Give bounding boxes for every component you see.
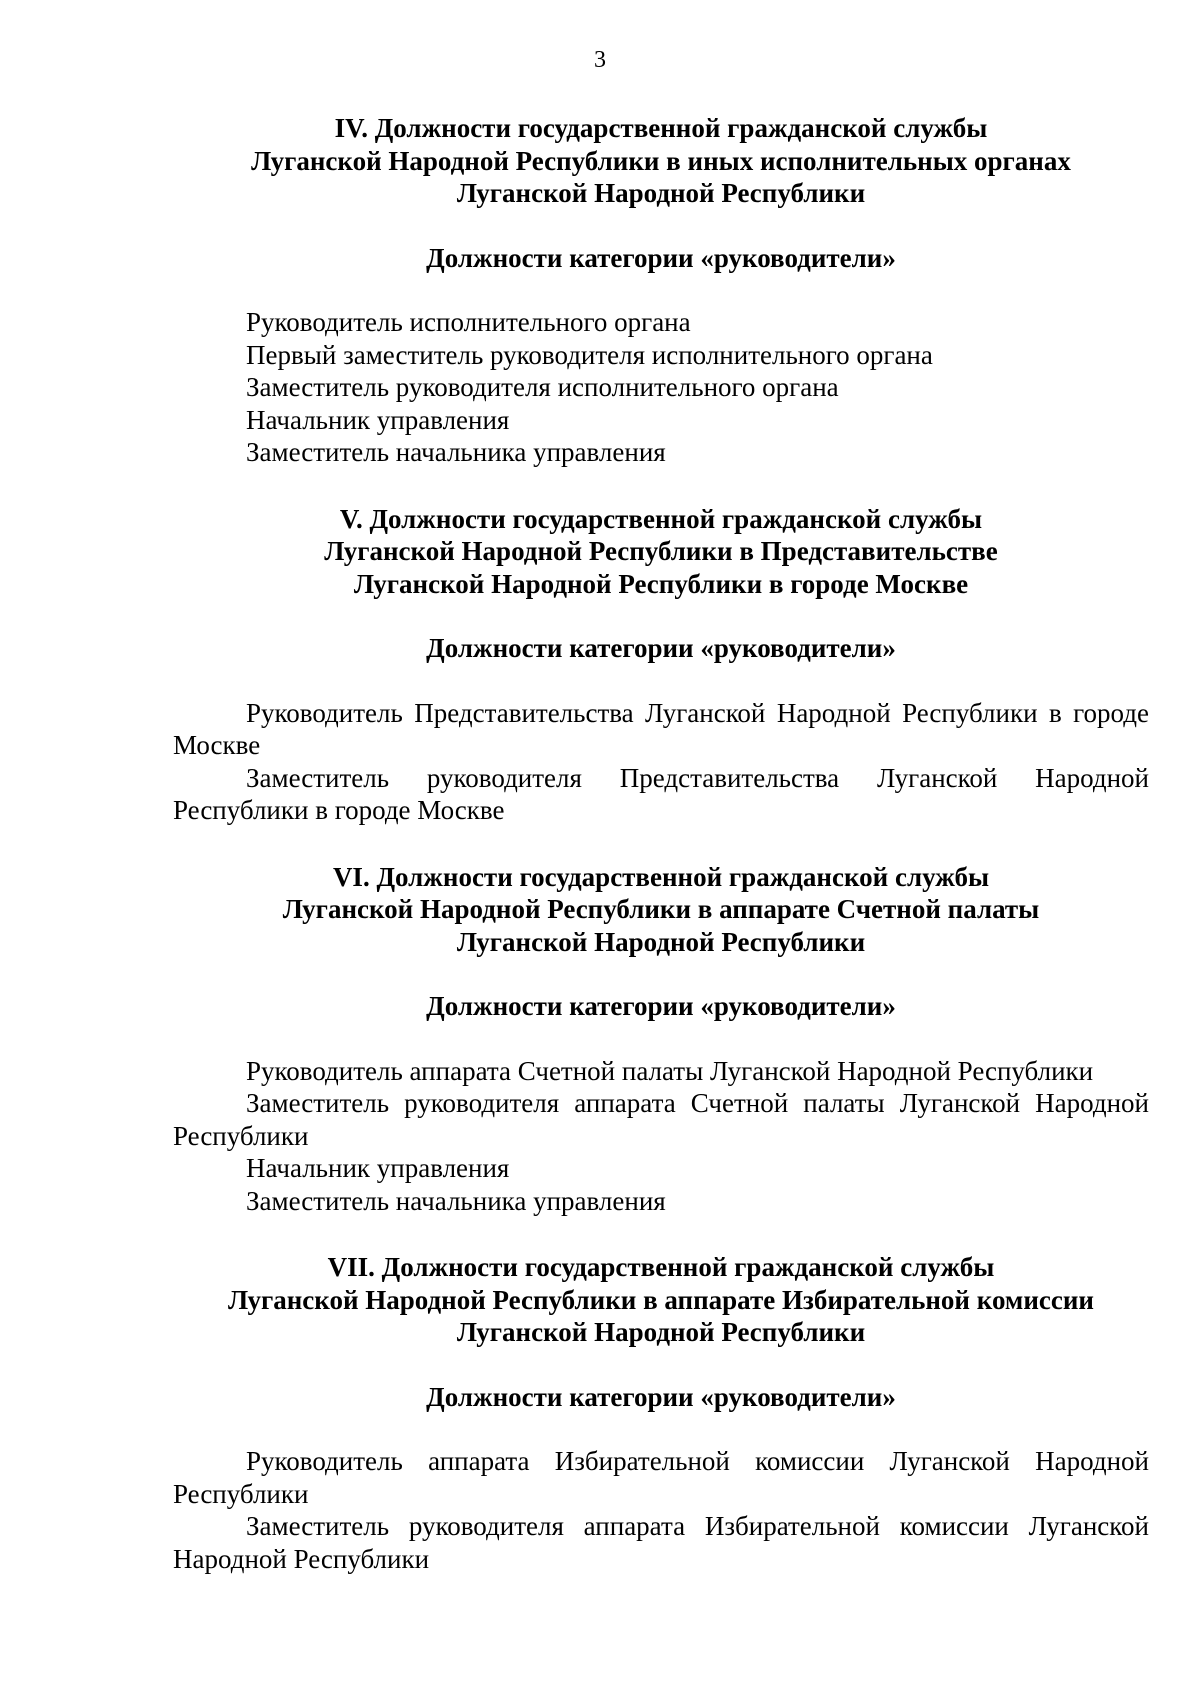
position-item: Руководитель аппарата Избирательной комиссии Луганской Народной Республики — [173, 1446, 1149, 1509]
section-title — [173, 112, 1149, 210]
positions-list — [173, 1445, 1149, 1575]
category-heading: Должности категории «руководители» — [426, 1381, 896, 1412]
position-item: Первый заместитель руководителя исполнительного органа — [246, 339, 933, 370]
category-heading: Должности категории «руководители» — [426, 991, 896, 1021]
section-title — [173, 861, 1149, 959]
position-item: Заместитель руководителя исполнительного органа — [246, 372, 839, 402]
section-v — [173, 503, 1149, 827]
positions-list — [173, 697, 1149, 827]
section-title-line: VI. Должности государственной гражданской службы — [332, 861, 990, 892]
section-title-line: Луганской Народной Республики в аппарате Счетной палаты — [282, 894, 1040, 924]
positions-list — [173, 1055, 1149, 1218]
page-number: 3 — [594, 47, 606, 73]
position-item: Руководитель аппарата Счетной палаты Луганской Народной Республики — [246, 1055, 1094, 1086]
section-vii — [173, 1251, 1149, 1575]
position-item: Заместитель руководителя аппарата Счетной палаты Луганской Народной Республики — [173, 1088, 1149, 1151]
section-iv — [173, 112, 1149, 469]
position-item: Начальник управления — [246, 1153, 510, 1183]
section-title-line: V. Должности государственной гражданской службы — [339, 503, 983, 534]
position-item: Заместитель начальника управления — [246, 1185, 666, 1216]
position-item: Руководитель Представительства Луганской Народной Республики в городе Москве — [173, 697, 1149, 760]
document-content — [173, 112, 1149, 1575]
section-title-line: Луганской Народной Республики в Представительстве — [324, 536, 998, 566]
section-title-line: Луганской Народной Республики в городе Москве — [353, 568, 969, 599]
section-title-line: Луганской Народной Республики — [456, 926, 866, 957]
section-title-line: Луганской Народной Республики в иных исполнительных органах — [251, 145, 1071, 176]
position-item: Заместитель начальника управления — [246, 437, 666, 467]
position-item: Начальник управления — [246, 404, 510, 435]
section-title-line: Луганской Народной Республики — [456, 1317, 866, 1347]
category-heading: Должности категории «руководители» — [426, 633, 896, 663]
section-title — [173, 1251, 1149, 1349]
section-title-line: Луганской Народной Республики — [456, 178, 866, 208]
section-title — [173, 503, 1149, 601]
position-item: Заместитель руководителя Представительства Луганской Народной Республики в городе Москве — [173, 762, 1149, 825]
section-title-line: Луганской Народной Республики в аппарате Избирательной комиссии — [228, 1284, 1094, 1315]
position-item: Заместитель руководителя аппарата Избирательной комиссии Луганской Народной Республики — [173, 1511, 1149, 1574]
section-vi — [173, 861, 1149, 1218]
section-title-line: IV. Должности государственной гражданской службы — [334, 113, 988, 143]
position-item: Руководитель исполнительного органа — [246, 307, 691, 337]
category-heading: Должности категории «руководители» — [426, 242, 896, 273]
section-title-line: VII. Должности государственной гражданской службы — [327, 1252, 995, 1282]
positions-list — [173, 306, 1149, 469]
